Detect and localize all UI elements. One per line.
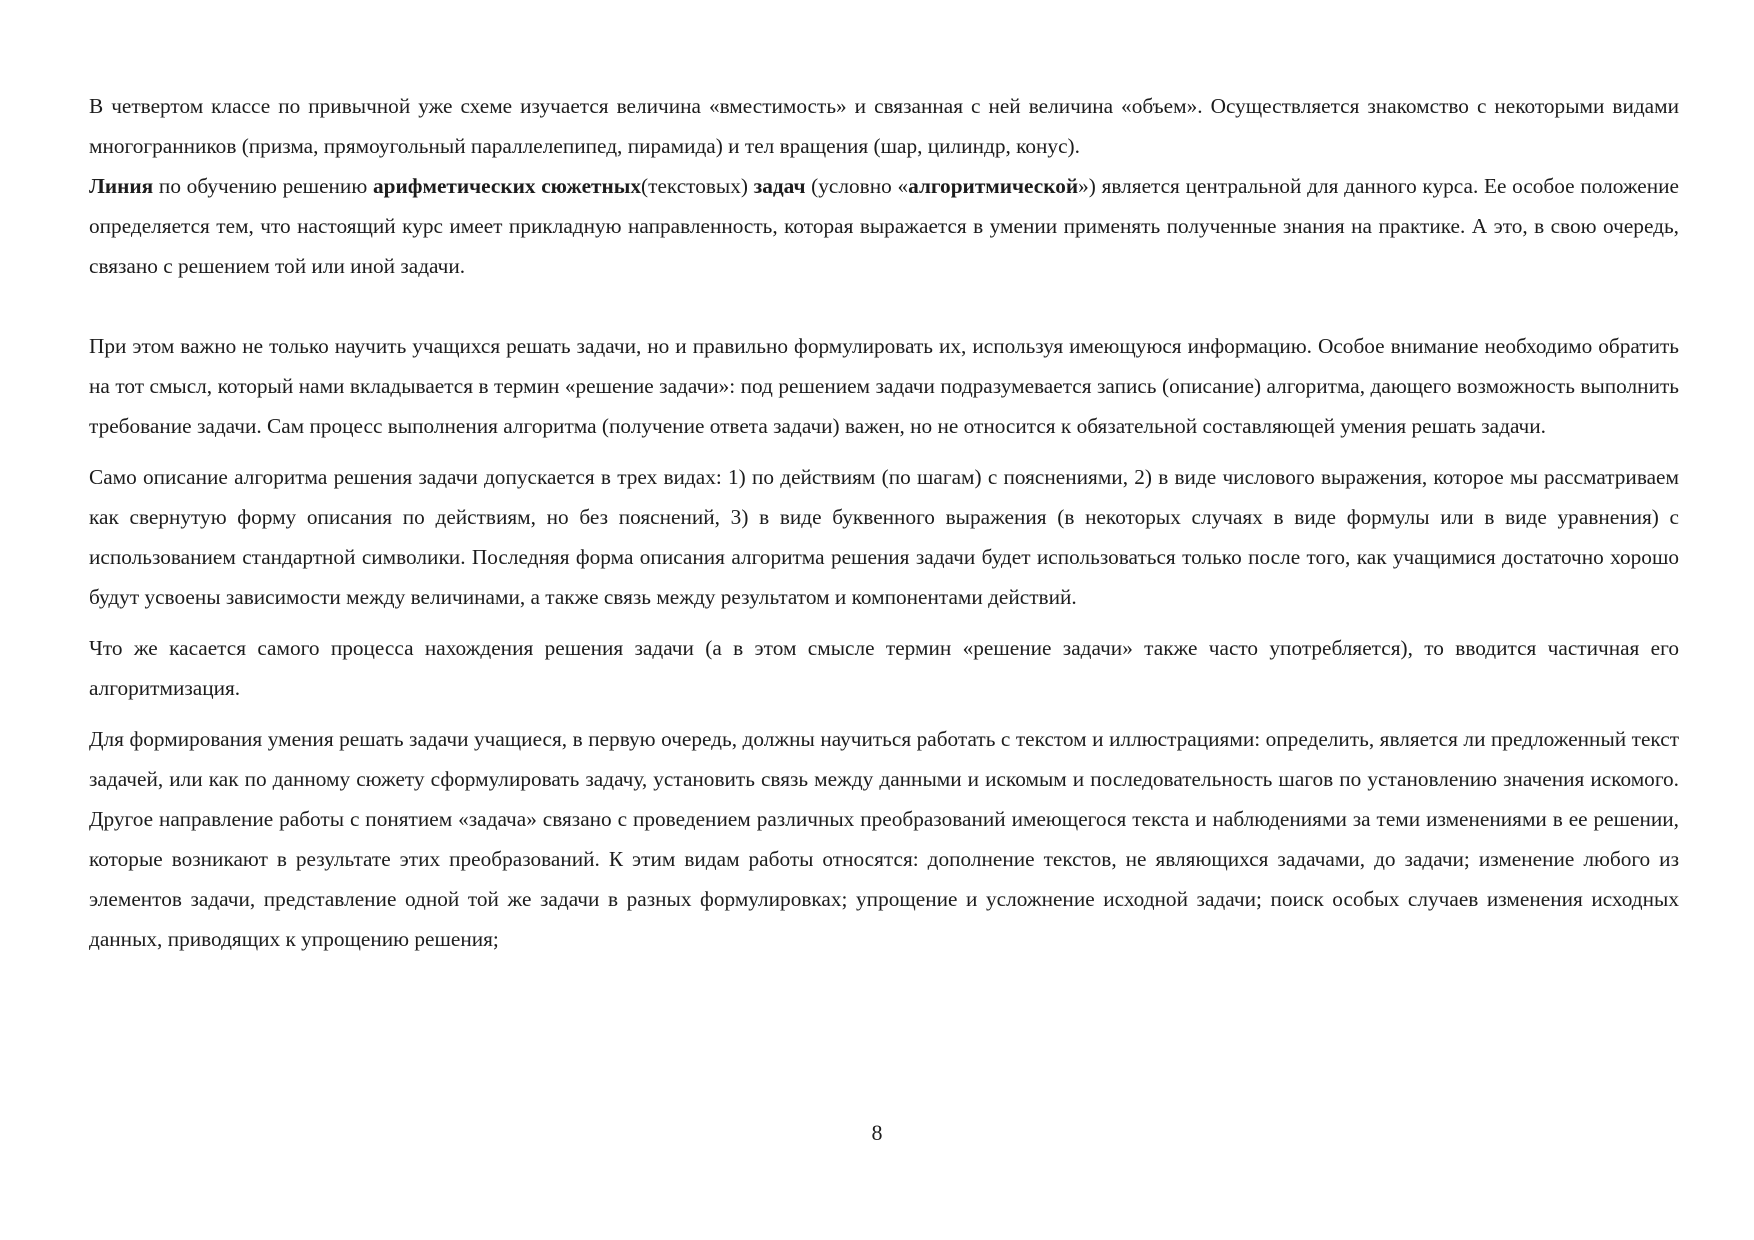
paragraph-grade-four-volume bbox=[89, 86, 1679, 166]
paragraph-spacer bbox=[89, 446, 1679, 457]
paragraph-text: по обучению решению bbox=[153, 174, 373, 198]
paragraph-text: При этом важно не только научить учащихся решать задачи, но и правильно формулировать их, используя имеющуюся информацию. Особое внимание необходимо обратить на тот смысл, который нами вкладывается в термин «решение задачи»: под решением задачи подразумевается запись (описание) алгоритма, дающего возможность выполнить требование задачи. Сам процесс выполнения алгоритма (получение ответа задачи) важен, но не относится к обязательной составляющей умения решать задачи. bbox=[89, 334, 1679, 438]
bold-term-algorithmic: алгоритмической bbox=[908, 174, 1079, 198]
paragraph-solution-search bbox=[89, 628, 1679, 708]
document-body bbox=[89, 86, 1679, 959]
paragraph-text: В четвертом классе по привычной уже схеме изучается величина «вместимость» и связанная с ней величина «объем». Осуществляется знакомство с некоторыми видами многогранников (призма, прямоугольный параллелепипед, пирамида) и тел вращения (шар, цилиндр, конус). bbox=[89, 94, 1679, 158]
paragraph-problem-solving-meaning bbox=[89, 326, 1679, 446]
paragraph-spacer bbox=[89, 617, 1679, 628]
paragraph-text: (условно « bbox=[805, 174, 909, 198]
page-number: 8 bbox=[871, 1120, 883, 1145]
paragraph-spacer bbox=[89, 708, 1679, 719]
paragraph-word-problems-line bbox=[89, 166, 1679, 286]
paragraph-text: Для формирования умения решать задачи учащиеся, в первую очередь, должны научиться работать с текстом и иллюстрациями: определить, является ли предложенный текст задачей, или как по данному сюжету сформулировать задачу, установить связь между данными и искомым и последовательность шагов по установлению значения искомого. Другое направление работы с понятием «задача» связано с проведением различных преобразований имеющегося текста и наблюдениями за теми изменениями в ее решении, которые возникают в результате этих преобразований. К этим видам работы относятся: дополнение текстов, не являющихся задачами, до задачи; изменение любого из элементов задачи, представление одной той же задачи в разных формулировках; упрощение и усложнение исходной задачи; поиск особых случаев изменения исходных данных, приводящих к упрощению решения; bbox=[89, 727, 1679, 951]
paragraph-skill-formation bbox=[89, 719, 1679, 959]
paragraph-text: ») является центральной для данного курса. Ее особое положение определяется тем, что настоящий курс имеет прикладную направленность, которая выражается в умении применять полученные знания на практике. А это, в свою очередь, связано с решением той или иной задачи. bbox=[89, 174, 1679, 278]
paragraph-text: (текстовых) bbox=[641, 174, 754, 198]
paragraph-algorithm-description bbox=[89, 457, 1679, 617]
paragraph-text: Само описание алгоритма решения задачи допускается в трех видах: 1) по действиям (по шагам) с пояснениями, 2) в виде числового выражения, которое мы рассматриваем как свернутую форму описания по действиям, но без пояснений, 3) в виде буквенного выражения (в некоторых случаях в виде формулы или в виде уравнения) с использованием стандартной символики. Последняя форма описания алгоритма решения задачи будет использоваться только после того, как учащимися достаточно хорошо будут усвоены зависимости между величинами, а также связь между результатом и компонентами действий. bbox=[89, 465, 1679, 609]
bold-term-problems: задач bbox=[753, 174, 806, 198]
paragraph-text: Что же касается самого процесса нахождения решения задачи (а в этом смысле термин «решение задачи» также часто употребляется), то вводится частичная его алгоритмизация. bbox=[89, 636, 1679, 700]
bold-term-arithmetic-plot: арифметических сюжетных bbox=[372, 174, 642, 198]
bold-term-line: Линия bbox=[89, 174, 154, 198]
paragraph-spacer bbox=[89, 286, 1679, 326]
